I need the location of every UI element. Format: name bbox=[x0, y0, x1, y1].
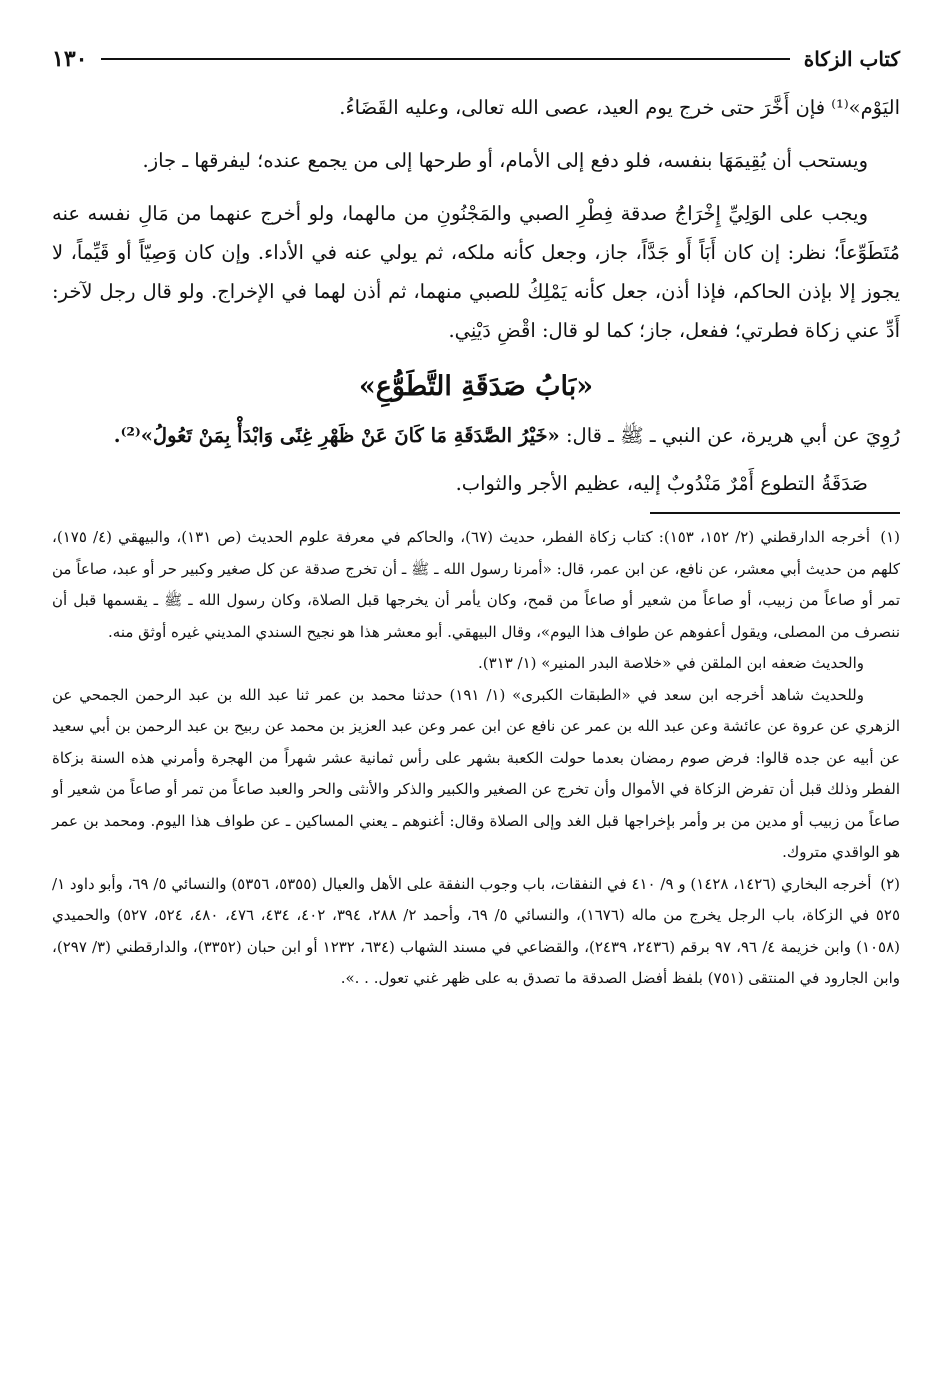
main-text bbox=[52, 88, 900, 350]
footnote-1-number: (١) bbox=[880, 528, 901, 546]
header-rule bbox=[101, 58, 789, 60]
page-header bbox=[52, 40, 900, 78]
footnotes bbox=[52, 522, 900, 995]
hadith-intro: رُوِيَ عن أبي هريرة، عن النبي ـ ﷺ ـ قال: bbox=[565, 424, 900, 447]
paragraph-3: ويجب على الوَلِيِّ إِخْرَاجُ صدقة فِطْرِ الصبي والمَجْنُونِ من مالهما، ولو أخرج عنهما من مَالِ نفسه عنه مُتَطَوِّعاً؛ نظر: إن كان أَبَاً أَو جَدَّاً، جاز، وجعل كأنه ملكه، ثم يولي عنه في الأداء. وإن كان وَصِيّاً أو قَيِّماً، لا يجوز إلا بإذن الحاكم، فإذا أذن، جعل كأنه يَمْلِكُ للصبي منهما، ثم أذن لهما في الإخراج. ولو قال رجل لآخر: أَدِّ عني زكاة فطرتي؛ ففعل، جاز؛ كما لو قال: اقْضِ دَيْنِي. bbox=[52, 202, 900, 342]
footnote-1 bbox=[52, 522, 900, 648]
closing-line: صَدَقَةُ التطوع أَمْرٌ مَنْدُوبٌ إليه، عظيم الأجر والثواب. bbox=[455, 472, 868, 495]
footnote-2 bbox=[52, 869, 900, 995]
hadith-paragraph bbox=[52, 416, 900, 456]
paragraph-2: ويستحب أن يُقِيمَهَا بنفسه، فلو دفع إلى الأمام، أو طرحها إلى من يجمع عنده؛ ليفرقها ـ جاز. bbox=[142, 149, 868, 172]
book-title: كتاب الزكاة bbox=[803, 47, 900, 71]
paragraph-1: اليَوْم»⁽¹⁾ فإن أَخَّرَ حتى خرج يوم العيد، عصى الله تعالى، وعليه القَضَاءُ. bbox=[339, 96, 900, 119]
page-number: ١٣٠ bbox=[52, 46, 88, 72]
footnote-separator bbox=[650, 512, 900, 514]
footnote-2-number: (٢) bbox=[880, 874, 900, 893]
footnote-1-continuation-1: والحديث ضعفه ابن الملقن في «خلاصة البدر المنير» (١/ ٣١٣). bbox=[477, 654, 864, 672]
footnote-2-text: أخرجه البخاري (١٤٢٦، ١٤٢٨) و ٩/ ٤١٠ في النفقات، باب وجوب النفقة على الأهل والعيال (٥٣٥٥، ٥٣٥٦) والنسائي ٥/ ٦٩، وأبو داود ١/ ٥٢٥ في الزكاة، باب الرجل يخرج من ماله (١٦٧٦)، والنسائي ٥/ ٦٩، وأحمد ٢/ ٢٨٨، ٣٩٤، ٤٠٢، ٤٣٤، ٤٧٦، ٤٨٠، ٥٢٤، ٥٢٧) والحميدي (١٠٥٨) وابن خزيمة ٤/ ٩٦، ٩٧ برقم (٢٤٣٦، ٢٤٣٩)، والقضاعي في مسند الشهاب (٦٣٤، ١٢٣٢ أو ابن حبان (٣٣٥٢)، والدارقطني (٣/ ٢٩٧)، وابن الجارود في المنتقى (٧٥١) بلفظ أفضل الصدقة ما تصدق به على ظهر غني تعول. . .». bbox=[52, 874, 901, 987]
chapter-title: «بَابُ صَدَقَةِ التَّطَوُّعِ» bbox=[358, 371, 594, 402]
book-page bbox=[52, 40, 900, 995]
hadith-quote: «خَيْرُ الصَّدَقَةِ مَا كَانَ عَنْ ظَهْرِ غِنًى وَابْدَأْ بِمَنْ تَعُولُ»⁽²⁾. bbox=[113, 424, 560, 447]
footnote-1-continuation-2: وللحديث شاهد أخرجه ابن سعد في «الطبقات الكبرى» (١/ ١٩١) حدثنا محمد بن عمر ثنا عبد الله بن عبد الرحمن الجمحي عن الزهري عن عروة عن عائشة وعن عبد الله بن عمر عن نافع عن ابن عمر وعن عبد العزيز بن محمد عن ربيح بن عبد الرحمن بن أبي سعيد عن أبيه عن جده قالوا: فرض صوم رمضان بعدما حولت الكعبة بشهر على رأس ثمانية عشر شهراً من الهجرة وأمرني هذه السنة بزكاة الفطر وذلك قبل أن تفرض الزكاة في الأموال وأن تخرج عن الصغير والكبير والذكر والأنثى والحر والعبد صاعاً من تمر أو صاعاً من شعير أو صاعاً من زبيب أو مدين من بر وأمر بإخراجها قبل الغد وإلى الصلاة وقال: أغنوهم ـ يعني المساكين ـ عن طواف هذا اليوم. ومحمد بن عمر هو الواقدي متروك. bbox=[52, 685, 900, 861]
footnote-1-text: أخرجه الدارقطني (٢/ ١٥٢، ١٥٣): كتاب زكاة الفطر، حديث (٦٧)، والحاكم في معرفة علوم الحديث (ص ١٣١)، والبيهقي (٤/ ١٧٥)، كلهم من حديث أبي معشر، عن نافع، عن ابن عمر، قال: «أمرنا رسول الله ـ ﷺ ـ أن تخرج صدقة عن كل صغير وكبير حر أو عبد، صاعاً من تمر أو صاعاً من زبيب، أو صاعاً من شعير أو صاعاً من قمح، وكان يأمر أن يخرجها قبل الصلاة، وكان رسول الله ـ ﷺ ـ يقسمها قبل أن ننصرف من المصلى، ويقول أعفوهم عن طواف هذا اليوم»، وقال البيهقي. أبو معشر هذا هو نجيح السندي المديني غيره أوثق منه. bbox=[52, 528, 900, 641]
